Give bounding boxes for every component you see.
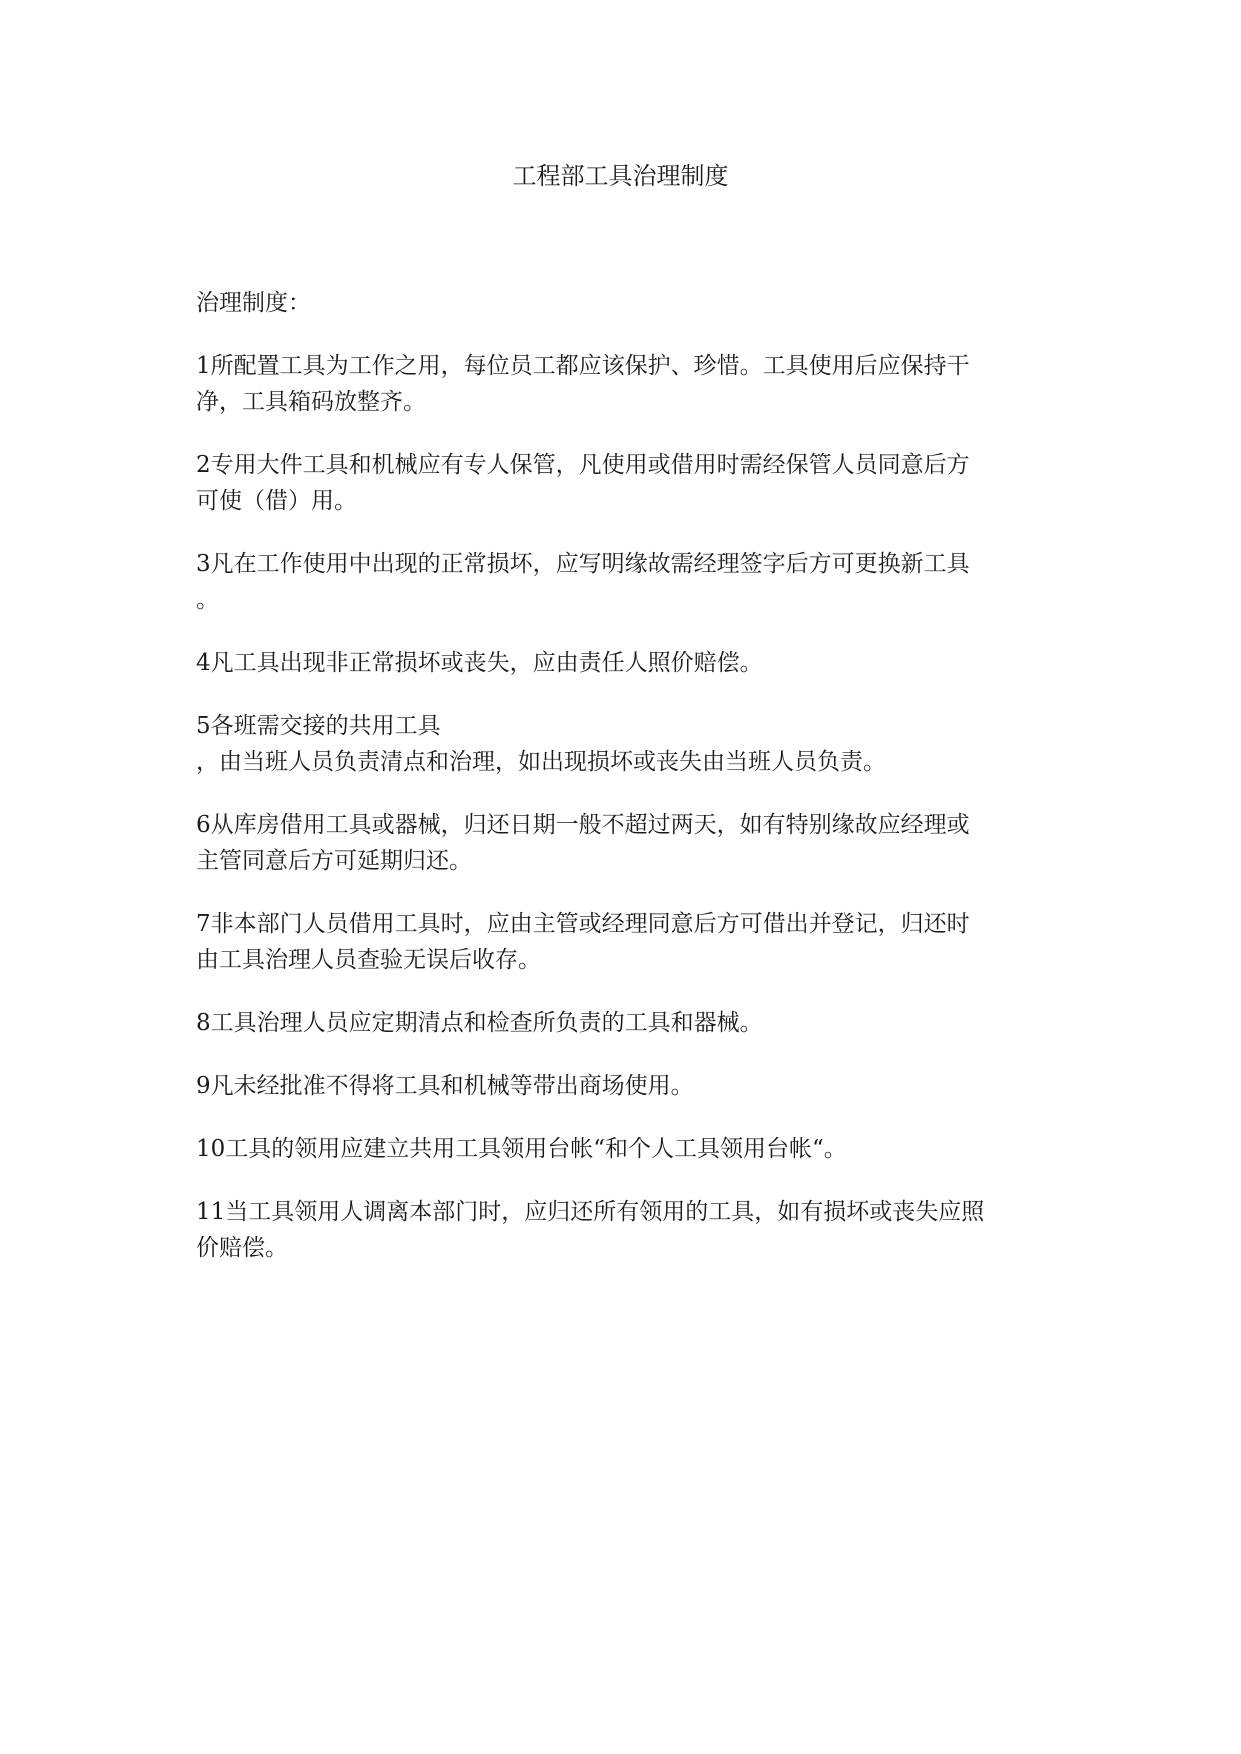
clause-5: [196, 708, 1066, 780]
clause-line: 净，工具箱码放整齐。: [196, 389, 426, 415]
document-body: [196, 285, 1066, 1293]
clause-line: 5各班需交接的共用工具: [196, 713, 441, 739]
clause-line: 8工具治理人员应定期清点和检查所负责的工具和器械。: [196, 1010, 763, 1036]
clause-line: 3凡在工作使用中出现的正常损坏，应写明缘故需经理签字后方可更换新工具: [196, 551, 970, 577]
clause-line: 9凡未经批准不得将工具和机械等带出商场使用。: [196, 1073, 694, 1099]
clause-3: [196, 546, 1066, 618]
clause-2: [196, 447, 1066, 519]
clause-1: [196, 348, 1066, 420]
clause-line: 11当工具领用人调离本部门时，应归还所有领用的工具，如有损坏或丧失应照: [196, 1199, 985, 1225]
clause-line: 4凡工具出现非正常损坏或丧失，应由责任人照价赔偿。: [196, 650, 763, 676]
clause-line: 可使（借）用。: [196, 488, 357, 514]
clause-8: [196, 1005, 1066, 1041]
clause-line: 由工具治理人员查验无误后收存。: [196, 947, 541, 973]
clause-9: [196, 1068, 1066, 1104]
clause-line: 6从库房借用工具或器械，归还日期一般不超过两天，如有特别缘故应经理或: [196, 812, 970, 838]
clause-line: 7非本部门人员借用工具时，应由主管或经理同意后方可借出并登记，归还时: [196, 911, 970, 937]
clause-11: [196, 1194, 1066, 1266]
section-heading: 治理制度：: [196, 290, 311, 316]
clause-7: [196, 906, 1066, 978]
clause-line: 价赔偿。: [196, 1235, 288, 1261]
clause-line: ，由当班人员负责清点和治理，如出现损坏或丧失由当班人员负责。: [196, 749, 886, 775]
clause-6: [196, 807, 1066, 879]
clause-line: 。: [196, 587, 219, 613]
clause-line: 主管同意后方可延期归还。: [196, 848, 472, 874]
clause-line: 10工具的领用应建立共用工具领用台帐“和个人工具领用台帐“。: [196, 1136, 847, 1162]
clause-line: 2专用大件工具和机械应有专人保管，凡使用或借用时需经保管人员同意后方: [196, 452, 970, 478]
clause-line: 1所配置工具为工作之用，每位员工都应该保护、珍惜。工具使用后应保持干: [196, 353, 970, 379]
document-title: 工程部工具治理制度: [512, 162, 729, 190]
clause-4: [196, 645, 1066, 681]
clause-10: [196, 1131, 1066, 1167]
